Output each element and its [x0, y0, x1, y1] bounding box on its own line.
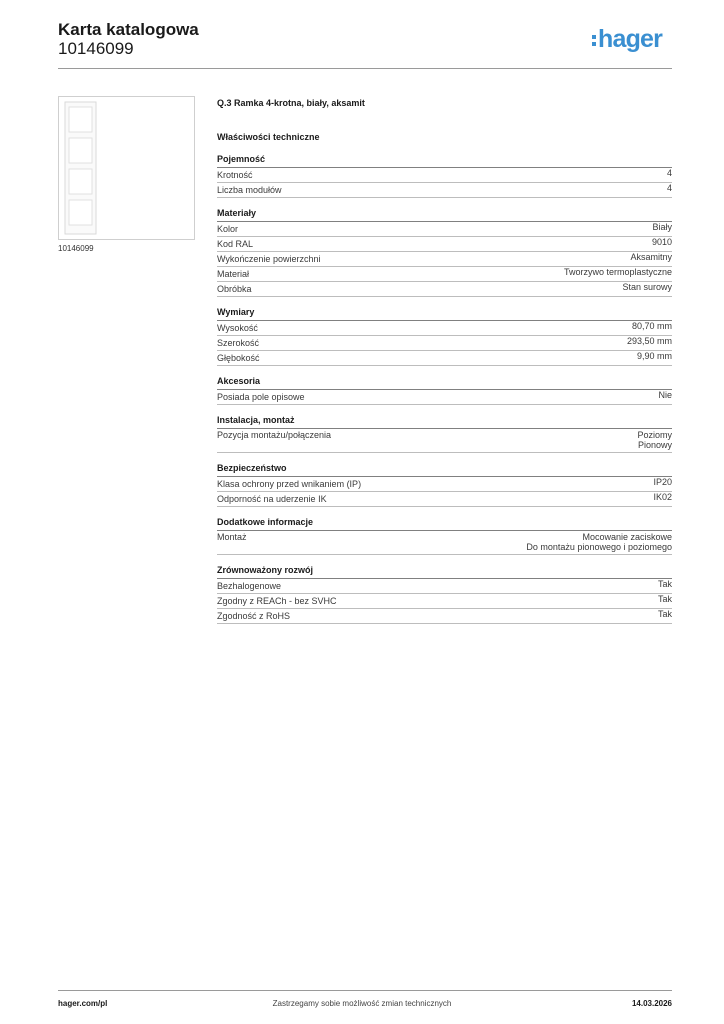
section-title: Instalacja, montaż [217, 415, 672, 429]
section-title: Dodatkowe informacje [217, 517, 672, 531]
spec-row [217, 351, 672, 366]
spec-value [652, 237, 672, 251]
section-title: Pojemność [217, 154, 672, 168]
spec-row [217, 531, 672, 555]
spec-label: Pozycja montażu/połączenia [217, 430, 332, 440]
spec-section [217, 463, 672, 507]
spec-row [217, 429, 672, 453]
tech-properties-heading: Właściwości techniczne [217, 132, 320, 142]
footer-disclaimer: Zastrzegamy sobie możliwość zmian technicznych [272, 999, 452, 1008]
spec-value [653, 477, 672, 491]
spec-label: Kod RAL [217, 239, 254, 249]
spec-row [217, 336, 672, 351]
footer-divider [58, 990, 672, 991]
spec-row [217, 390, 672, 405]
spec-value-line: Aksamitny [630, 252, 672, 262]
spec-value [637, 351, 672, 365]
header-divider [58, 68, 672, 69]
spec-label: Bezhalogenowe [217, 581, 282, 591]
spec-content [217, 96, 672, 624]
spec-row [217, 237, 672, 252]
spec-value [526, 532, 672, 552]
spec-value-line: Tworzywo termoplastyczne [563, 267, 672, 277]
spec-value [652, 222, 672, 236]
spec-label: Zgodność z RoHS [217, 611, 291, 621]
spec-row [217, 492, 672, 507]
spec-value-line: Pionowy [637, 440, 672, 450]
spec-row [217, 477, 672, 492]
document-title: Karta katalogowa [58, 20, 199, 39]
spec-value-line: Biały [652, 222, 672, 232]
spec-value [658, 609, 672, 623]
spec-label: Posiada pole opisowe [217, 392, 305, 402]
spec-label: Obróbka [217, 284, 252, 294]
section-title: Wymiary [217, 307, 672, 321]
footer-website: hager.com/pl [58, 999, 108, 1008]
spec-label: Kolor [217, 224, 239, 234]
spec-value [658, 390, 672, 404]
spec-row [217, 609, 672, 624]
spec-value [564, 267, 672, 281]
spec-value-line: Tak [657, 609, 672, 619]
spec-label: Szerokość [217, 338, 260, 348]
logo-text: hager [598, 25, 663, 53]
spec-label: Głębokość [217, 353, 260, 363]
spec-section [217, 376, 672, 405]
spec-row [217, 594, 672, 609]
spec-value [637, 430, 672, 450]
spec-row [217, 183, 672, 198]
spec-label: Materiał [217, 269, 250, 279]
spec-value-line: IK02 [653, 492, 672, 502]
section-title: Zrównoważony rozwój [217, 565, 672, 579]
spec-label: Odporność na uderzenie IK [217, 494, 327, 504]
spec-value-line: 4 [666, 168, 672, 178]
spec-section [217, 208, 672, 297]
spec-row [217, 282, 672, 297]
spec-value [667, 168, 672, 182]
spec-row [217, 168, 672, 183]
spec-sections [217, 154, 672, 624]
spec-row [217, 321, 672, 336]
product-name: Q.3 Ramka 4-krotna, biały, aksamit [217, 98, 365, 108]
spec-section [217, 565, 672, 624]
spec-value [658, 579, 672, 593]
spec-value-line: Nie [658, 390, 672, 400]
spec-value [630, 252, 672, 266]
spec-value-line: Stan surowy [622, 282, 672, 292]
spec-label: Wykończenie powierzchni [217, 254, 321, 264]
spec-value [658, 594, 672, 608]
logo-dots-icon [592, 35, 596, 46]
spec-section [217, 307, 672, 366]
document-number: 10146099 [58, 39, 134, 58]
spec-row [217, 222, 672, 237]
spec-section [217, 154, 672, 198]
spec-value-line: 9,90 mm [636, 351, 672, 361]
quadruple-frame-icon [59, 97, 194, 239]
product-image-caption: 10146099 [58, 244, 94, 253]
spec-value-line: Poziomy [637, 430, 672, 440]
spec-value-line: Tak [657, 594, 672, 604]
spec-section [217, 517, 672, 555]
spec-value-line: Do montażu pionowego i poziomego [526, 542, 672, 552]
footer-date: 14.03.2026 [631, 999, 672, 1008]
spec-section [217, 415, 672, 453]
spec-value-line: 293,50 mm [626, 336, 672, 346]
spec-value-line: 80,70 mm [631, 321, 672, 331]
spec-label: Montaż [217, 532, 247, 542]
spec-row [217, 579, 672, 594]
section-title: Materiały [217, 208, 672, 222]
spec-value [627, 336, 672, 350]
spec-value-line: Mocowanie zaciskowe [582, 532, 672, 542]
spec-label: Klasa ochrony przed wnikaniem (IP) [217, 479, 362, 489]
spec-value-line: IP20 [653, 477, 672, 487]
spec-label: Liczba modułów [217, 185, 282, 195]
spec-value-line: 9010 [651, 237, 672, 247]
spec-value [667, 183, 672, 197]
section-title: Bezpieczeństwo [217, 463, 672, 477]
spec-value [653, 492, 672, 506]
spec-value [632, 321, 672, 335]
spec-label: Krotność [217, 170, 253, 180]
spec-label: Wysokość [217, 323, 258, 333]
spec-label: Zgodny z REACh - bez SVHC [217, 596, 337, 606]
spec-value-line: Tak [657, 579, 672, 589]
hager-logo [592, 26, 662, 52]
spec-row [217, 252, 672, 267]
spec-value [622, 282, 672, 296]
spec-value-line: 4 [666, 183, 672, 193]
product-image [58, 96, 195, 240]
spec-row [217, 267, 672, 282]
section-title: Akcesoria [217, 376, 672, 390]
